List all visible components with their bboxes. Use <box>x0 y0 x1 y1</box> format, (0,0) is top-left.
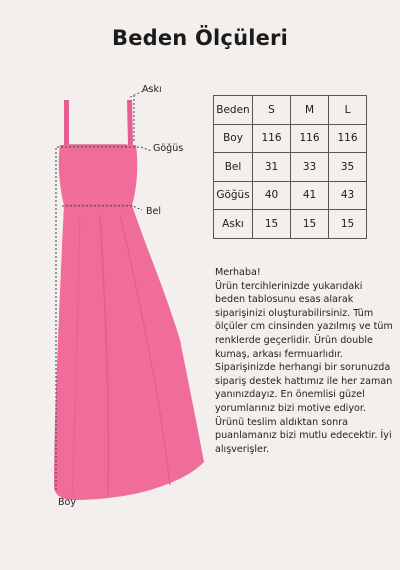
table-cell: 15 <box>329 210 367 239</box>
label-waist: Bel <box>146 206 162 217</box>
info-text <box>215 266 395 456</box>
table-header-cell: S <box>253 96 291 125</box>
table-cell: Bel <box>214 153 253 182</box>
dress-shape <box>54 145 204 500</box>
table-cell: 40 <box>253 181 291 210</box>
table-header-cell: L <box>329 96 367 125</box>
page-title: Beden Ölçüleri <box>111 26 289 50</box>
label-chest: Göğüs <box>153 143 184 154</box>
table-cell: 35 <box>329 153 367 182</box>
info-body: Ürün tercihlerinizde yukarıdaki beden tablosunu esas alarak siparişinizi oluşturabilirsiniz. Tüm ölçüler cm cinsinden yazılmış ve tüm renklerde geçerlidir. Ürün double kumaş, arkası fermuarlıdır. Siparişinizde herhangi bir sorunuzda sipariş destek hattımız ile her zaman yanınızdayız. En önemlisi güzel yorumlarınız bizi motive ediyor. Ürünü teslim aldıktan sonra puanlamanız bizi mutlu edecektir. İyi alışverişler. <box>215 280 393 455</box>
label-length: Boy <box>58 497 76 508</box>
table-cell: 15 <box>253 210 291 239</box>
table-cell: 41 <box>291 181 329 210</box>
table-header-cell: M <box>291 96 329 125</box>
size-table <box>213 95 367 239</box>
table-cell: 116 <box>291 124 329 153</box>
table-cell: Askı <box>214 210 253 239</box>
table-row <box>214 181 367 210</box>
label-strap: Askı <box>142 84 162 95</box>
table-cell: 43 <box>329 181 367 210</box>
table-row <box>214 153 367 182</box>
table-cell: Göğüs <box>214 181 253 210</box>
table-cell: 15 <box>291 210 329 239</box>
table-cell: 116 <box>253 124 291 153</box>
table-row <box>214 210 367 239</box>
table-row <box>214 124 367 153</box>
table-cell: 116 <box>329 124 367 153</box>
table-cell: 31 <box>253 153 291 182</box>
table-header-cell: Beden <box>214 96 253 125</box>
info-greeting: Merhaba! <box>215 267 261 278</box>
table-header-row <box>214 96 367 125</box>
table-cell: Boy <box>214 124 253 153</box>
table-cell: 33 <box>291 153 329 182</box>
